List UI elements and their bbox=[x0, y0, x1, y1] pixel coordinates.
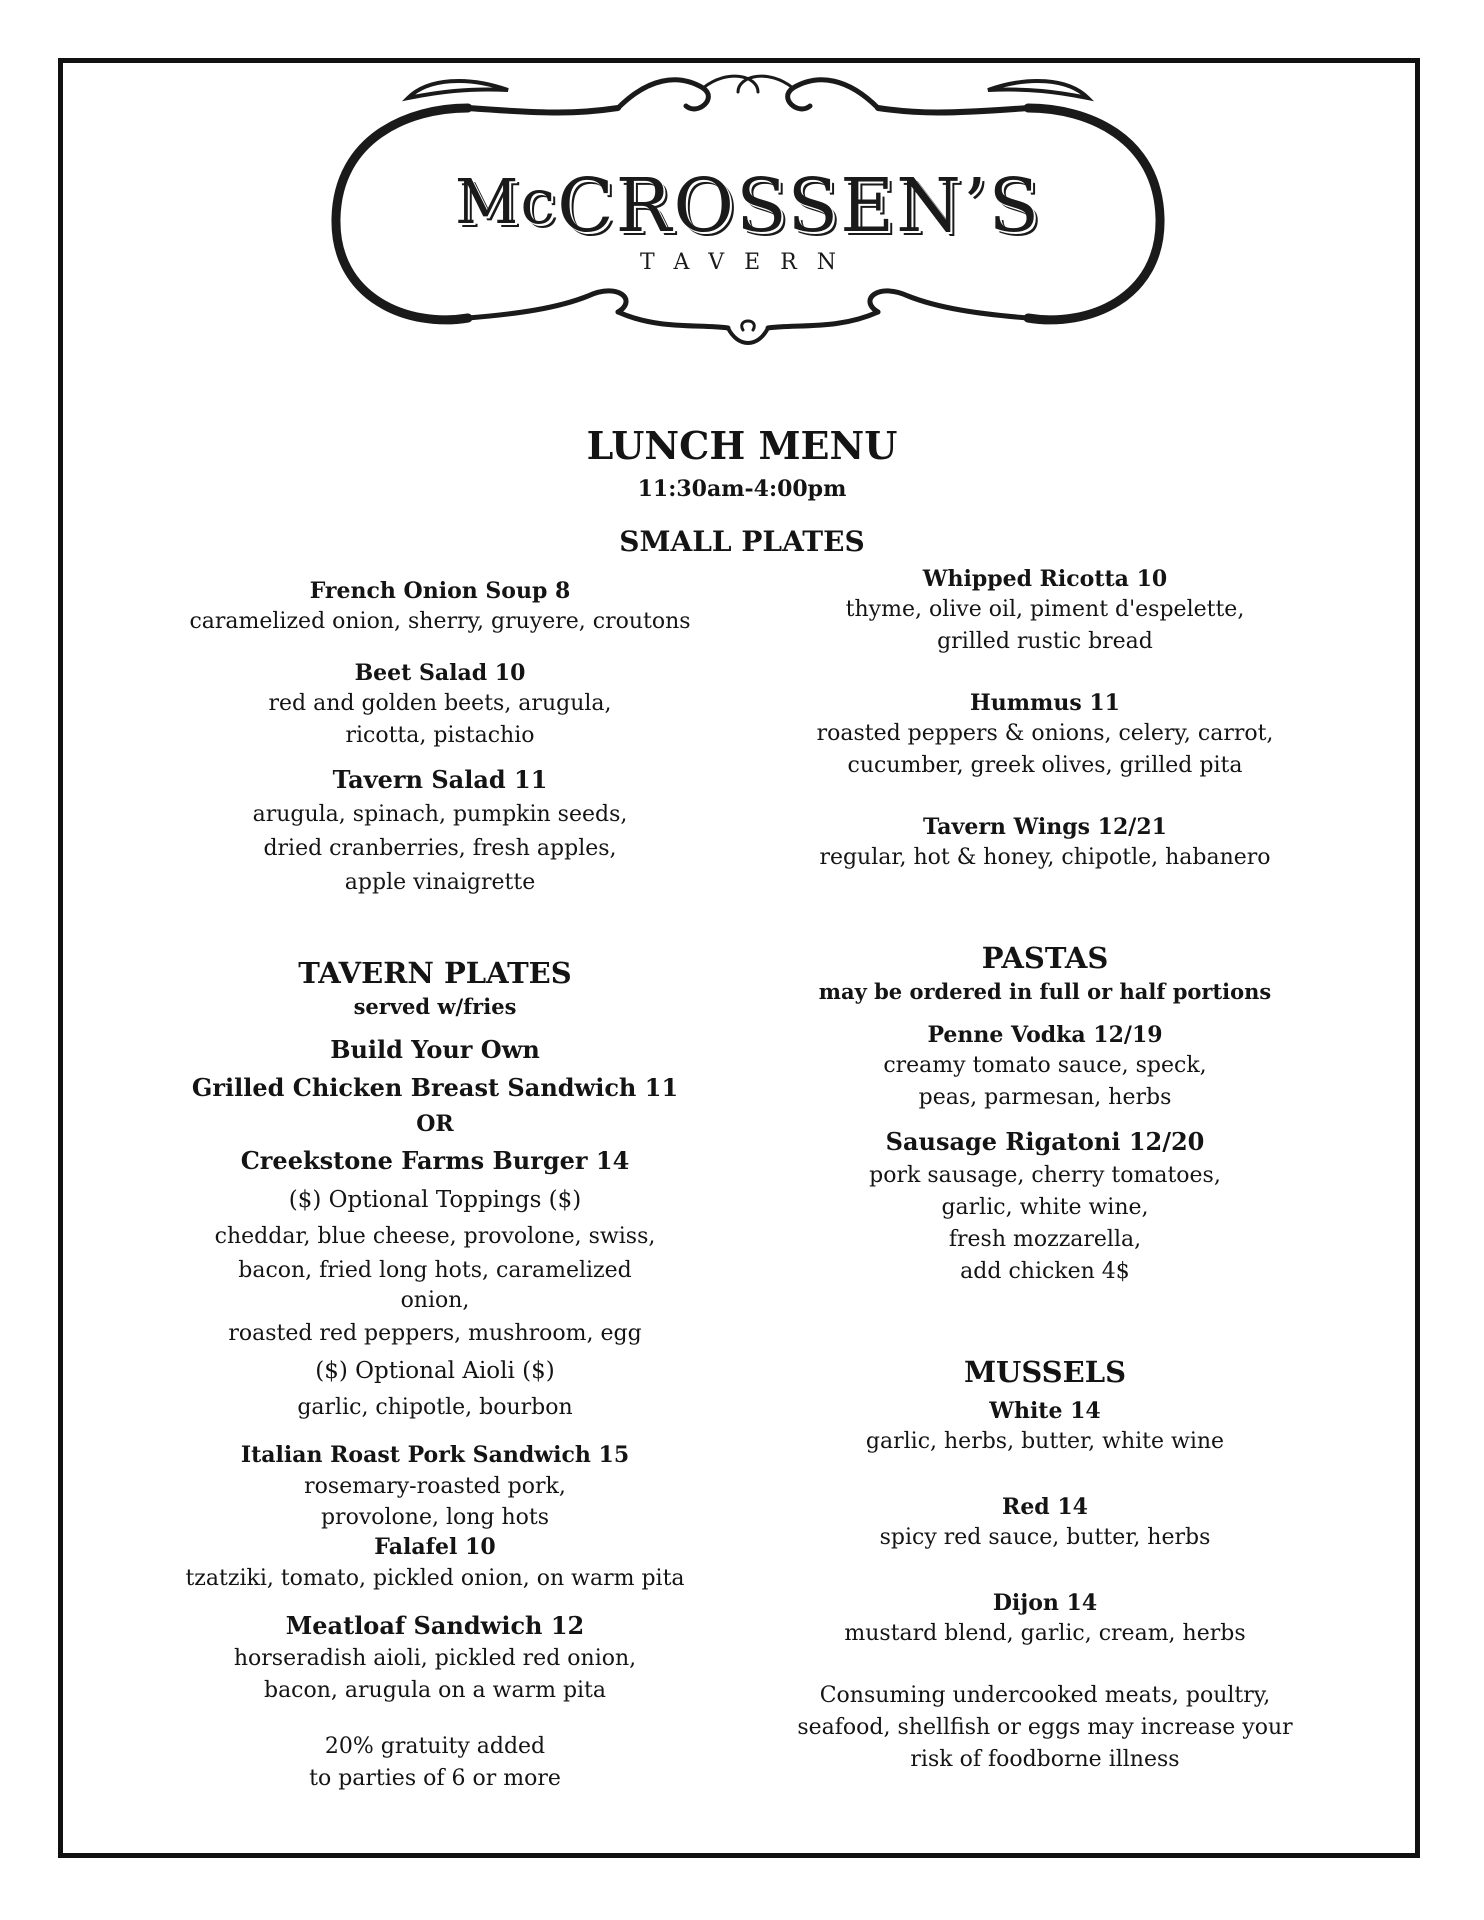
item-name: Whipped Ricotta 10 bbox=[922, 566, 1168, 592]
item-desc: apple vinaigrette bbox=[344, 870, 536, 895]
toppings-desc: roasted red peppers, mushroom, egg bbox=[228, 1321, 642, 1346]
item-desc: creamy tomato sauce, speck, bbox=[883, 1053, 1207, 1078]
item-name: Beet Salad 10 bbox=[354, 660, 526, 686]
item-name: Tavern Wings 12/21 bbox=[923, 814, 1167, 840]
menu-item bbox=[140, 762, 740, 900]
item-name: Tavern Salad 11 bbox=[332, 765, 548, 794]
aioli-desc: garlic, chipotle, bourbon bbox=[297, 1395, 573, 1420]
logo-subtitle: TAVERN bbox=[639, 250, 857, 275]
small-plates-right bbox=[745, 564, 1345, 874]
item-name: Sausage Rigatoni 12/20 bbox=[885, 1127, 1205, 1156]
menu-item bbox=[140, 658, 740, 752]
logo-wordmark bbox=[318, 163, 1178, 249]
toppings-desc: cheddar, blue cheese, provolone, swiss, bbox=[214, 1224, 656, 1249]
logo-name: CROSSEN’S bbox=[557, 163, 1042, 249]
item-desc: cucumber, greek olives, grilled pita bbox=[847, 753, 1243, 778]
logo bbox=[318, 68, 1178, 368]
item-name: Red 14 bbox=[1002, 1494, 1088, 1520]
item-desc: tzatziki, tomato, pickled onion, on warm pita bbox=[185, 1566, 685, 1591]
item-desc: ricotta, pistachio bbox=[345, 723, 535, 748]
pastas-section bbox=[745, 938, 1345, 1288]
item-name: Dijon 14 bbox=[992, 1590, 1098, 1616]
item-desc: horseradish aioli, pickled red onion, bbox=[233, 1646, 637, 1671]
mussels-section bbox=[745, 1352, 1345, 1776]
item-name: Grilled Chicken Breast Sandwich 11 bbox=[191, 1073, 679, 1102]
item-name: Falafel 10 bbox=[374, 1534, 496, 1560]
menu-item bbox=[140, 576, 740, 638]
toppings-desc: onion, bbox=[400, 1288, 470, 1313]
item-desc: dried cranberries, fresh apples, bbox=[263, 836, 617, 861]
item-desc: spicy red sauce, butter, herbs bbox=[879, 1525, 1211, 1550]
item-name: Meatloaf Sandwich 12 bbox=[285, 1611, 585, 1640]
menu-item bbox=[745, 564, 1345, 658]
menu-item bbox=[745, 1588, 1345, 1650]
item-name: Hummus 11 bbox=[970, 690, 1120, 716]
logo-prefix: Mc bbox=[454, 165, 558, 238]
menu-item bbox=[745, 688, 1345, 782]
item-desc: fresh mozzarella, bbox=[948, 1227, 1142, 1252]
tavern-plates-section bbox=[135, 953, 735, 1795]
health-warning: Consuming undercooked meats, poultry, bbox=[819, 1683, 1271, 1708]
item-name: French Onion Soup 8 bbox=[309, 578, 571, 604]
section-title-tavern-plates: TAVERN PLATES bbox=[298, 956, 572, 990]
menu-item bbox=[745, 1396, 1345, 1458]
item-desc: grilled rustic bread bbox=[937, 629, 1153, 654]
build-your-own: Build Your Own bbox=[330, 1035, 540, 1064]
toppings-desc: bacon, fried long hots, caramelized bbox=[238, 1258, 632, 1283]
item-desc: arugula, spinach, pumpkin seeds, bbox=[252, 802, 628, 827]
item-desc: garlic, herbs, butter, white wine bbox=[865, 1429, 1225, 1454]
item-name: Italian Roast Pork Sandwich 15 bbox=[240, 1442, 630, 1468]
item-desc: mustard blend, garlic, cream, herbs bbox=[844, 1621, 1246, 1646]
item-desc: garlic, white wine, bbox=[941, 1195, 1149, 1220]
section-subtitle: served w/fries bbox=[353, 994, 517, 1019]
menu-item bbox=[745, 1020, 1345, 1114]
item-desc: regular, hot & honey, chipotle, habanero bbox=[819, 845, 1271, 870]
item-desc: caramelized onion, sherry, gruyere, croutons bbox=[189, 609, 691, 634]
section-title-pastas: PASTAS bbox=[981, 941, 1109, 975]
or-label: OR bbox=[416, 1111, 454, 1137]
health-warning: risk of foodborne illness bbox=[910, 1747, 1180, 1772]
section-subtitle: may be ordered in full or half portions bbox=[818, 979, 1272, 1004]
item-desc: rosemary-roasted pork, bbox=[304, 1474, 566, 1499]
menu-hours: 11:30am-4:00pm bbox=[637, 476, 847, 502]
gratuity-note: to parties of 6 or more bbox=[309, 1766, 561, 1791]
menu-item bbox=[745, 1124, 1345, 1288]
item-name: White 14 bbox=[989, 1398, 1101, 1424]
item-desc: provolone, long hots bbox=[320, 1505, 550, 1530]
item-name: Penne Vodka 12/19 bbox=[927, 1022, 1163, 1048]
menu-item bbox=[745, 1492, 1345, 1554]
section-title-mussels: MUSSELS bbox=[963, 1355, 1127, 1389]
health-warning: seafood, shellfish or eggs may increase your bbox=[797, 1715, 1293, 1740]
item-desc: pork sausage, cherry tomatoes, bbox=[869, 1163, 1221, 1188]
toppings-title: ($) Optional Toppings ($) bbox=[288, 1187, 582, 1213]
gratuity-note: 20% gratuity added bbox=[324, 1734, 546, 1759]
item-desc: bacon, arugula on a warm pita bbox=[263, 1678, 607, 1703]
aioli-title: ($) Optional Aioli ($) bbox=[315, 1358, 555, 1384]
item-desc: peas, parmesan, herbs bbox=[918, 1085, 1172, 1110]
section-title-small-plates: SMALL PLATES bbox=[619, 525, 865, 558]
menu-item bbox=[745, 812, 1345, 874]
item-desc: roasted peppers & onions, celery, carrot, bbox=[816, 721, 1274, 746]
item-desc: red and golden beets, arugula, bbox=[268, 691, 612, 716]
item-desc: add chicken 4$ bbox=[960, 1259, 1130, 1284]
item-name: Creekstone Farms Burger 14 bbox=[240, 1146, 630, 1175]
small-plates-left bbox=[140, 576, 740, 900]
menu-title: LUNCH MENU bbox=[586, 423, 898, 468]
item-desc: thyme, olive oil, piment d'espelette, bbox=[845, 597, 1245, 622]
